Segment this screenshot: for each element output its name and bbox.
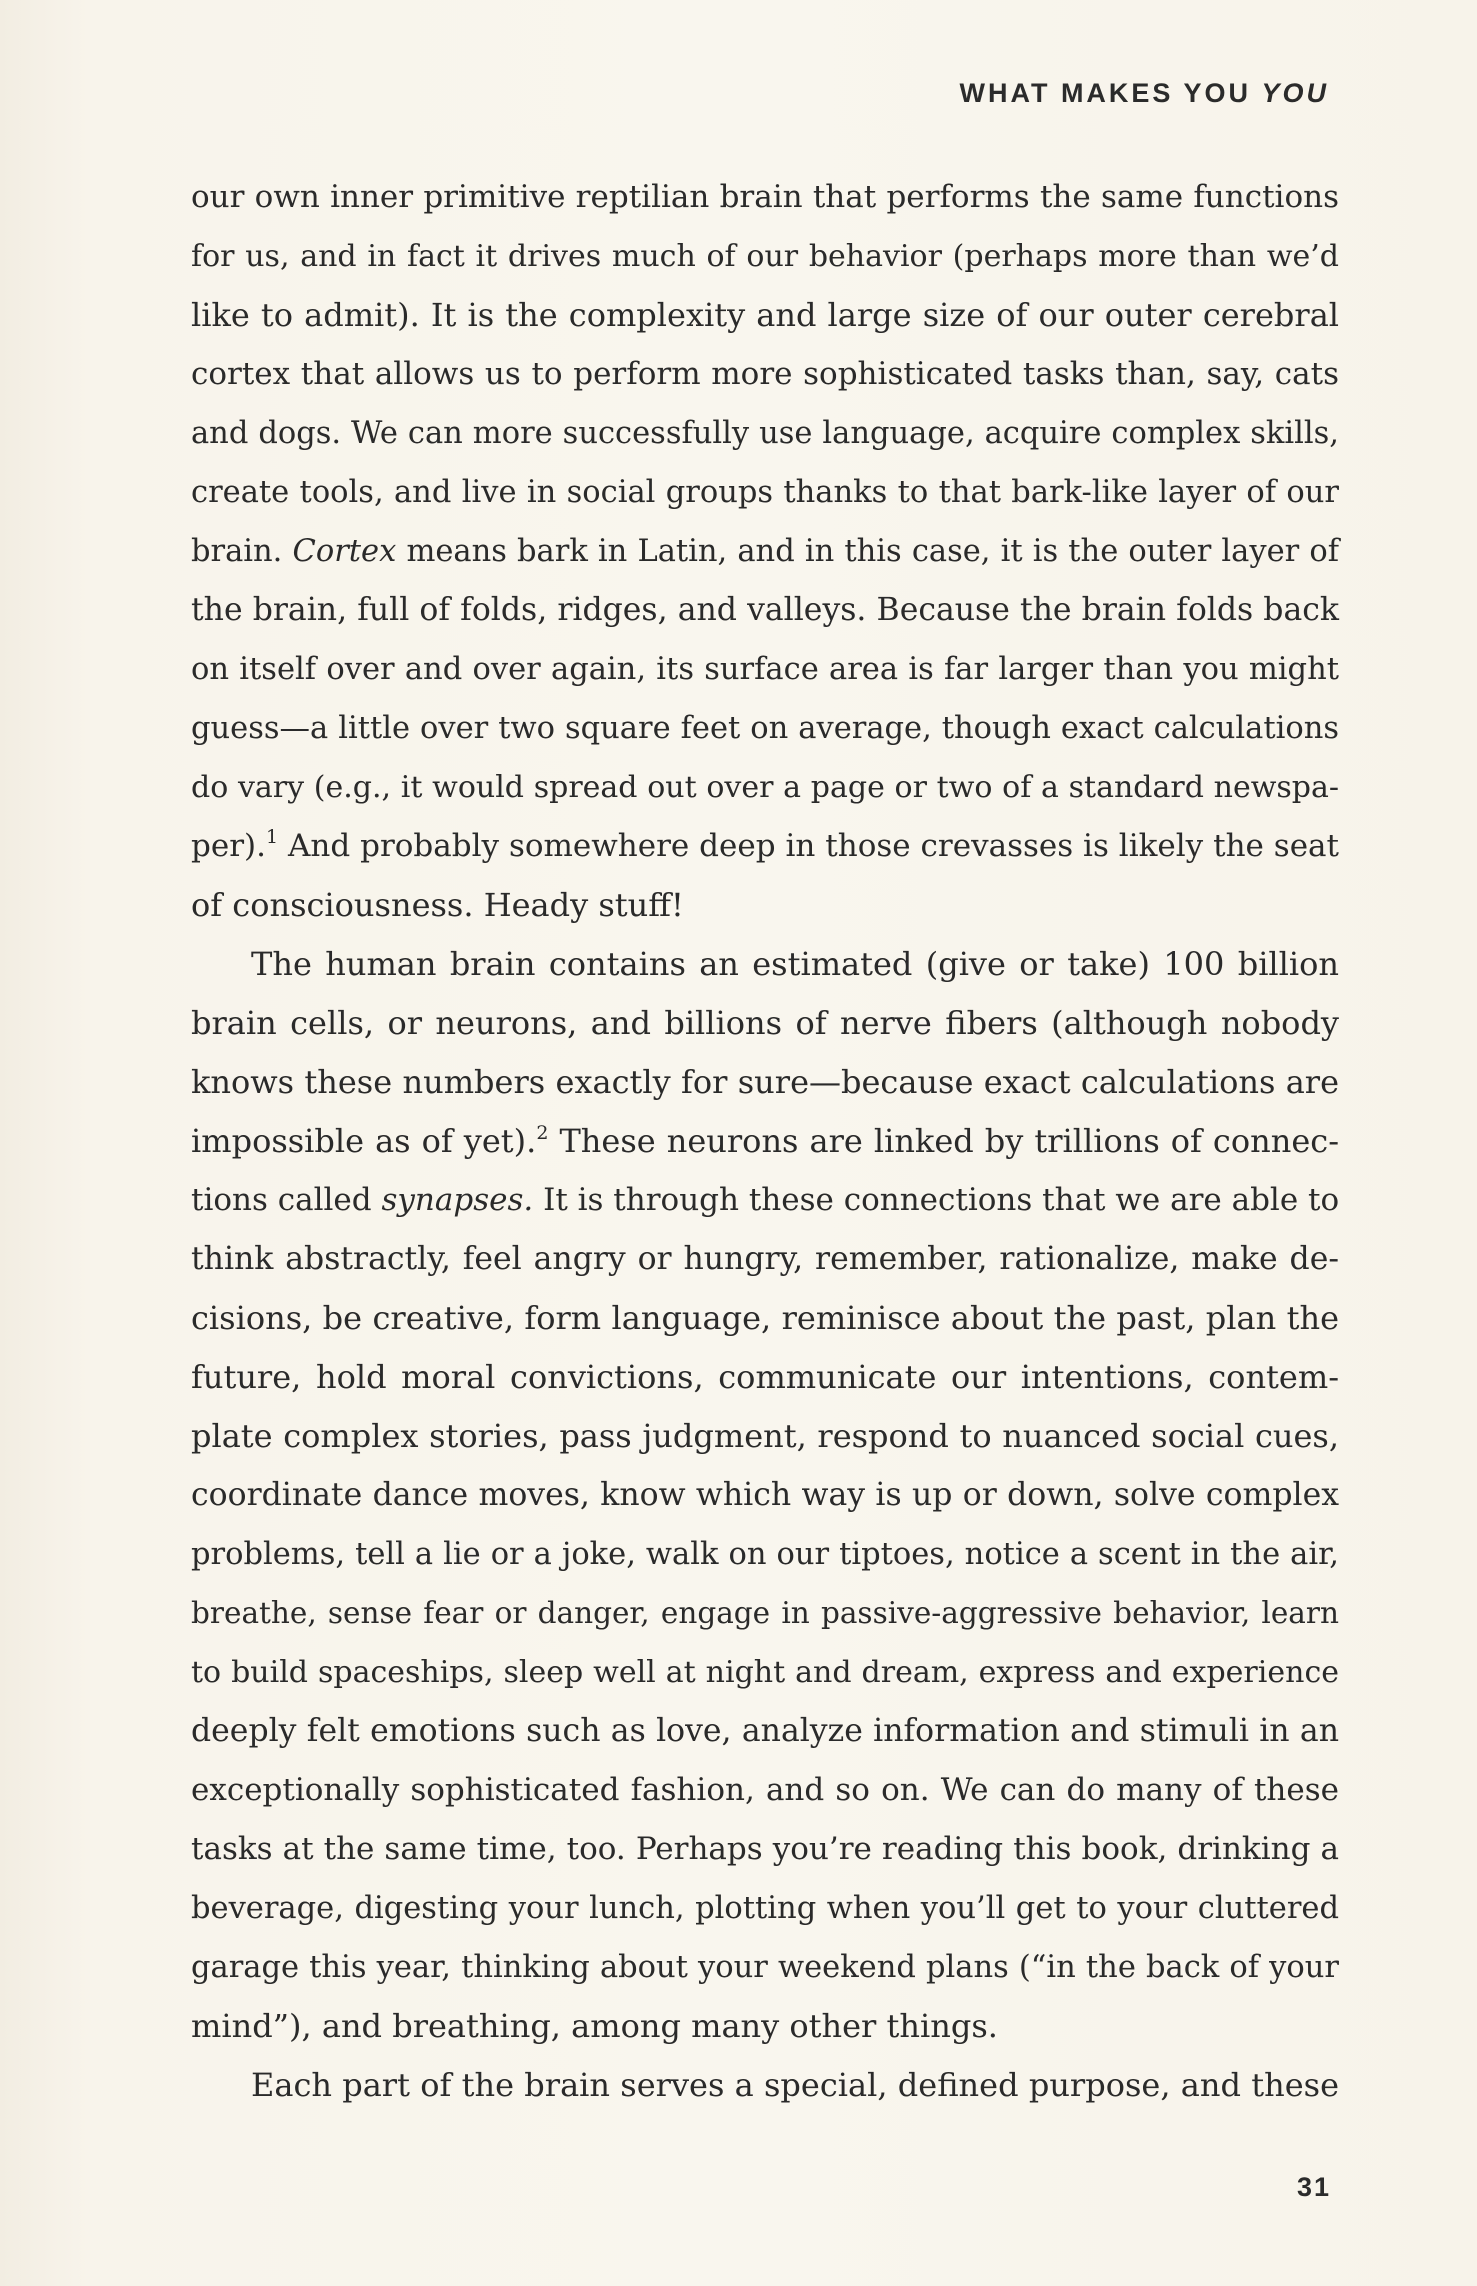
- italic-term: synapses.: [381, 1182, 534, 1218]
- text-span: per).: [191, 828, 266, 864]
- text-span: tions called: [191, 1182, 382, 1218]
- text-line: to build spaceships, sleep well at night and dream, express and experience: [191, 1655, 1339, 1690]
- text-line: Each part of the brain serves a special, defined purpose, and these: [251, 2066, 1339, 2104]
- text-line: knows these numbers exactly for sure—because exact calculations are: [191, 1063, 1339, 1101]
- text-line: and dogs. We can more successfully use language, acquire complex skills,: [191, 416, 1339, 451]
- text-line: cortex that allows us to perform more sophisticated tasks than, say, cats: [191, 356, 1339, 392]
- body-text: [191, 168, 1339, 2115]
- text-line: plate complex stories, pass judgment, respond to nuanced social cues,: [191, 1417, 1339, 1455]
- running-head-italic: YOU: [1261, 78, 1329, 108]
- text-line: [191, 1112, 1339, 1171]
- text-line: The human brain contains an estimated (give or take) 100 billion: [251, 945, 1339, 983]
- text-line: problems, tell a lie or a joke, walk on our tiptoes, notice a scent in the air,: [191, 1537, 1339, 1572]
- italic-term: Cortex: [292, 534, 397, 569]
- text-line: [191, 1171, 1339, 1230]
- text-line: deeply felt emotions such as love, analyze information and stimuli in an: [191, 1713, 1339, 1749]
- text-line: garage this year, thinking about your weekend plans (“in the back of your: [191, 1950, 1339, 1985]
- text-line: tasks at the same time, too. Perhaps you’re reading this book, drinking a: [191, 1831, 1339, 1867]
- text-line: cisions, be creative, form language, reminisce about the past, plan the: [191, 1299, 1339, 1337]
- text-span: And probably somewhere deep in those crevasses is likely the seat: [278, 828, 1339, 864]
- text-line: create tools, and live in social groups thanks to that bark-like layer of our: [191, 475, 1339, 510]
- text-span: brain.: [191, 534, 293, 569]
- text-span: means bark in Latin, and in this case, it is the outer layer of: [396, 534, 1339, 569]
- running-head-text: WHAT MAKES YOU: [959, 78, 1251, 108]
- text-line: on itself over and over again, its surface area is far larger than you might: [191, 652, 1339, 687]
- text-line: do vary (e.g., it would spread out over a page or two of a standard newspa-: [191, 770, 1339, 805]
- text-span: These neurons are linked by trillions of connec-: [548, 1122, 1340, 1160]
- text-line: mind”), and breathing, among many other things.: [191, 2007, 998, 2045]
- page-number: 31: [1296, 2172, 1331, 2202]
- footnote-ref[interactable]: 2: [536, 1122, 549, 1144]
- text-line: beverage, digesting your lunch, plotting when you’ll get to your cluttered: [191, 1891, 1339, 1926]
- text-line: guess—a little over two square feet on average, though exact calculations: [191, 711, 1339, 746]
- text-line: our own inner primitive reptilian brain that performs the same functions: [191, 179, 1339, 215]
- text-line: like to admit). It is the complexity and large size of our outer cerebral: [191, 296, 1339, 334]
- text-line: for us, and in fact it drives much of our behavior (perhaps more than we’d: [191, 239, 1339, 274]
- text-line: future, hold moral convictions, communicate our intentions, contem-: [191, 1358, 1339, 1396]
- text-line: coordinate dance moves, know which way is up or down, solve complex: [191, 1477, 1339, 1513]
- footnote-ref[interactable]: 1: [265, 826, 279, 848]
- text-line: breathe, sense fear or danger, engage in passive-aggressive behavior, learn: [191, 1596, 1339, 1630]
- running-head: [959, 78, 1329, 109]
- text-line: brain cells, or neurons, and billions of nerve fibers (although nobody: [191, 1004, 1339, 1042]
- text-line: think abstractly, feel angry or hungry, remember, rationalize, make de-: [191, 1241, 1339, 1277]
- text-line: [191, 522, 1339, 581]
- text-span: impossible as of yet).: [191, 1122, 537, 1160]
- text-line: of consciousness. Heady stuff!: [191, 886, 684, 924]
- text-line: exceptionally sophisticated fashion, and so on. We can do many of these: [191, 1772, 1339, 1808]
- text-line: the brain, full of folds, ridges, and valleys. Because the brain folds back: [191, 592, 1339, 628]
- text-span: It is through these connections that we are able to: [533, 1182, 1340, 1218]
- text-line: [191, 817, 1339, 876]
